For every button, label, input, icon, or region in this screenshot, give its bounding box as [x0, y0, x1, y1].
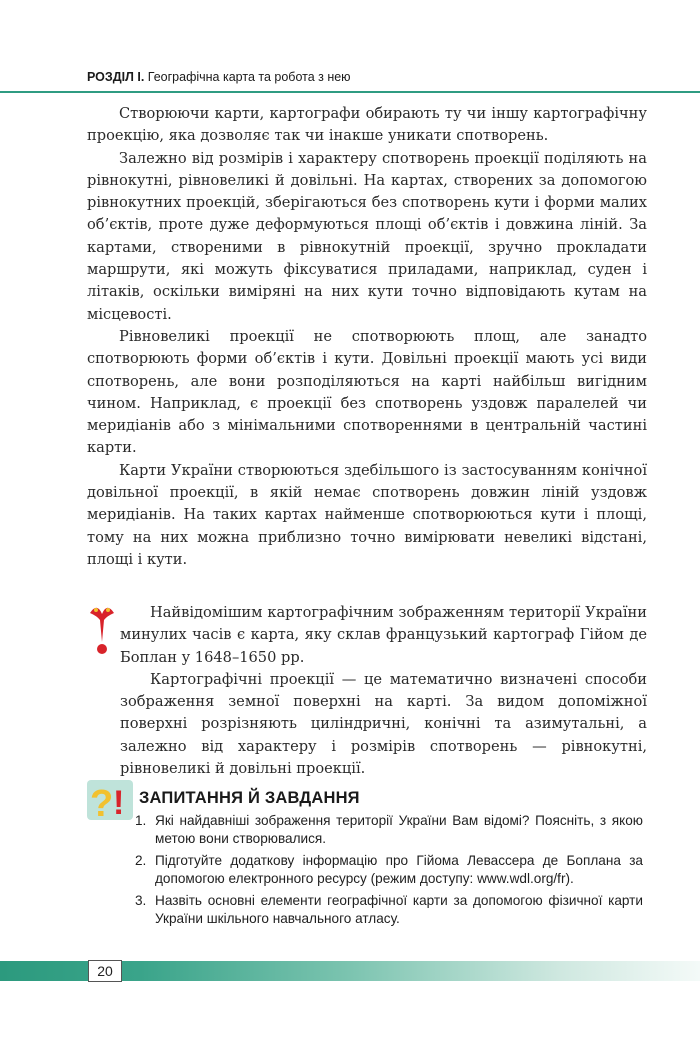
list-item [135, 812, 643, 847]
fact-paragraph: Найвідомішим картографічним зображенням території України минулих часів є карта, яку склав французький картограф Гійом де Боплан у 1648–1650 рр. [120, 604, 647, 666]
paragraph: Рівновеликі проекції не спотворюють площ, але занадто спотворюють форми об’єктів і кути. Довільні проекції мають усі види спотворень, але вони розподіляються на карті найбільш вигідним чином. Наприклад, є проекції без спотворень уздовж паралелей чи меридіанів або з мінімальними спотвореннями в центральній частині карти. [87, 327, 647, 457]
item-text: Які найдавніші зображення території України Вам відомі? Поясніть, з якою метою вони створювалися. [155, 813, 643, 846]
exclamation-icon [87, 604, 117, 656]
paragraph: Створюючи карти, картографи обирають ту чи іншу картографічну проекцію, яка дозволяє так чи інакше уникати спотворень. [87, 105, 647, 145]
item-number: 3. [135, 893, 147, 908]
paragraph: Залежно від розмірів і характеру спотворень проекції поділяють на рівнокутні, рівновеликі й довільні. На картах, створених за допомогою рівнокутних проекцій, зберігаються без спотворень кути і форми малих об’єктів, проте дуже деформуються площі об’єктів і довжина ліній. За картами, створеними в рівнокутній проекції, зручно прокладати маршрути, які можуть фіксуватися приладами, наприклад, суден і літаків, оскільки виміряні на них кути точно відповідають кутам на місцевості. [87, 149, 647, 323]
header-divider [0, 91, 700, 93]
list-item [135, 852, 643, 887]
section-title: Географічна карта та робота з нею [147, 70, 351, 84]
item-number: 1. [135, 813, 147, 828]
list-item [135, 892, 643, 927]
paragraph: Карти України створюються здебільшого із застосуванням конічної довільної проекції, в якій немає спотворень довжин ліній уздовж меридіанів. На таких картах найменше спотворюються кути і площі, тому на них можна приблизно точно вимірювати невеликі відстані, площі і кути. [87, 461, 647, 568]
running-header [87, 70, 647, 84]
item-text: Підготуйте додаткову інформацію про Гійома Левассера де Боплана за допомогою електронного ресурсу (режим доступу: www.wdl.org/fr). [155, 853, 643, 886]
question-exclamation-icon [87, 778, 133, 822]
questions-list [135, 812, 643, 932]
fact-text [120, 602, 647, 780]
main-text [87, 103, 647, 571]
svg-text:?: ? [90, 783, 114, 822]
page-number: 20 [88, 960, 122, 982]
fact-paragraph: Картографічні проекції — це математично визначені способи зображення земної поверхні на карті. За видом допоміжної поверхні розрізняють циліндричні, конічні та азимутальні, а залежно від характеру і розмірів спотворень — рівнокутні, рівновеликі й довільні проекції. [120, 670, 647, 778]
questions-title: ЗАПИТАННЯ Й ЗАВДАННЯ [139, 789, 360, 807]
section-label: РОЗДІЛ І. [87, 70, 145, 84]
item-number: 2. [135, 853, 147, 868]
svg-text:!: ! [113, 784, 125, 822]
item-text: Назвіть основні елементи географічної карти за допомогою фізичної карти України шкільного навчального атласу. [155, 893, 643, 926]
